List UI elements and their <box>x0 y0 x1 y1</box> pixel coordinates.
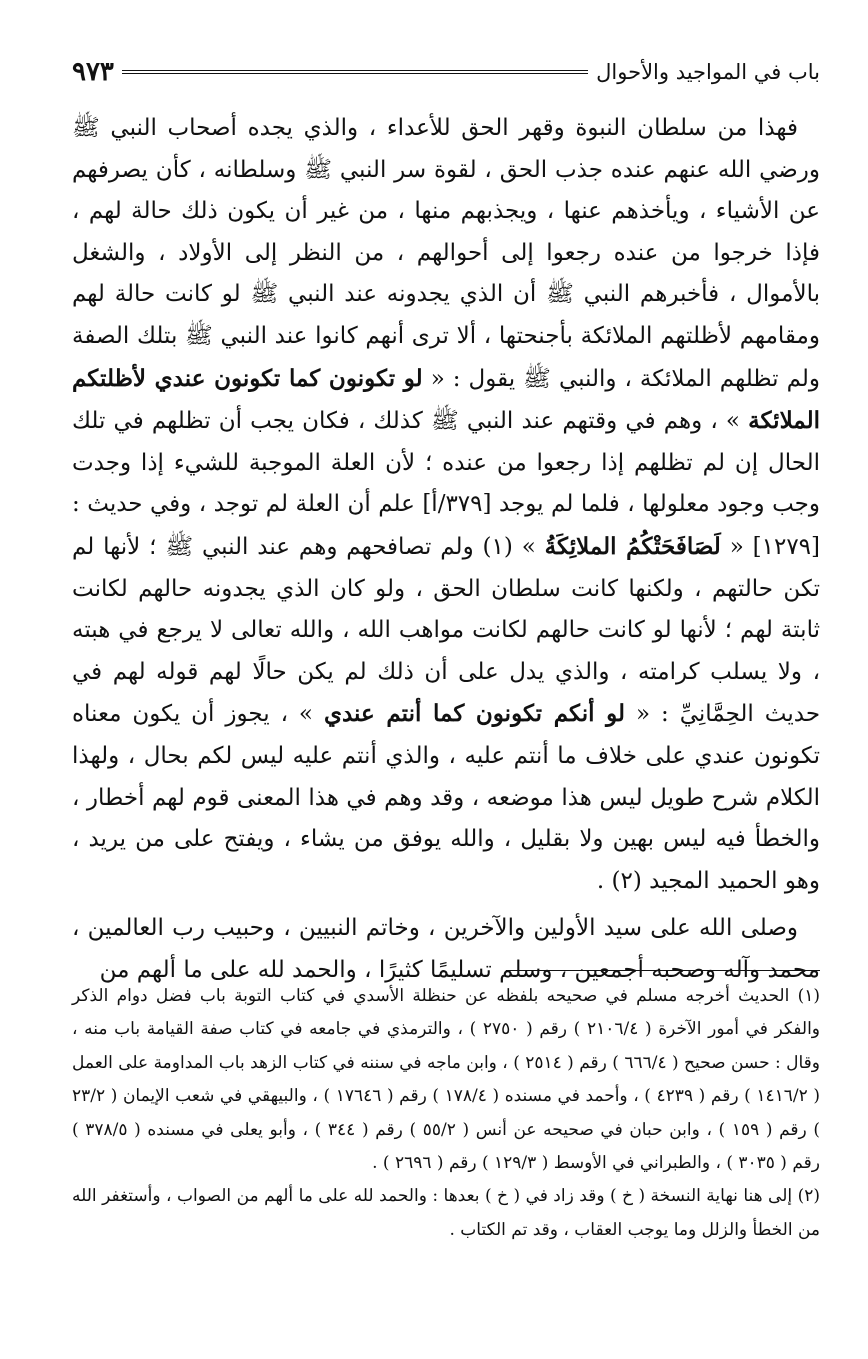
hadith-quote: لو تكونون كما تكونون عندي لأظلتكم الملائكة <box>72 364 820 435</box>
footnote-2: (٢) إلى هنا نهاية النسخة ( خ ) وقد زاد في ( خ ) بعدها : والحمد لله على ما ألهم من الصواب ، وأستغفر الله من الخطأ والزلل وما يوجب العقاب ، وقد تم الكتاب . <box>72 1186 820 1240</box>
paragraph-1 <box>72 108 820 902</box>
text-run: فهذا من سلطان النبوة وقهر الحق للأعداء ، والذي يجده أصحاب النبي ﷺ ورضي الله عنهم عنده جذب الحق ، لقوة سر النبي ﷺ وسلطانه ، كأن يصرفهم عن الأشياء ، ويأخذهم عنها ، ويجذبهم منها ، من غير أن يكون ذلك حالة لهم ، فإذا خرجوا من عنده رجعوا إلى أحوالهم ، من النظر إلى الأولاد ، والشغل بالأموال ، فأخبرهم النبي ﷺ أن الذي يجدونه عند النبي ﷺ لو كانت حالة لهم ومقامهم لأظلتهم الملائكة بأجنحتها ، ألا ترى أنهم كانوا عند النبي ﷺ بتلك الصفة ولم تظلهم الملائكة ، والنبي ﷺ يقول : « <box>72 115 820 392</box>
running-title: باب في المواجيد والأحوال <box>596 60 820 84</box>
hadith-quote: لَصَافَحَتْكُمُ الملائِكَةُ <box>544 532 721 560</box>
page-number: ٩٧٣ <box>72 57 114 87</box>
text-run: » ، يجوز أن يكون معناه تكونون عندي على خلاف ما أنتم عليه ، والذي أنتم عليه ليس لكم بحال ، ولهذا الكلام شرح طويل ليس هذا موضعه ، وقد وهم في هذا المعنى قوم لهم أخطار ، والخطأ فيه ليس بهين ولا بقليل ، والله يوفق من يشاء ، ويفتح على من يريد ، وهو الحميد المجيد (٢) . <box>72 701 820 894</box>
footnote-separator <box>506 970 820 971</box>
text-run: » (١) ولم تصافحهم وهم عند النبي ﷺ ؛ لأنها لم تكن حالتهم ، ولكنها كانت سلطان الحق ، ولو كان الذي يجدونه حالهم لكانت ثابتة لهم ؛ لأنها لو كانت حالهم لكانت مواهب الله ، والله تعالى لا يرجع في هبته ، ولا يسلب كرامته ، والذي يدل على أن ذلك لم يكن حالًا لهم قوله لهم في حديث الحِمَّانِيِّ : « <box>72 533 821 728</box>
page-header <box>72 52 820 92</box>
hadith-quote: لو أنكم تكونون كما أنتم عندي <box>323 700 626 728</box>
paragraph-2: وصلى الله على سيد الأولين والآخرين ، وخاتم النبيين ، وحبيب رب العالمين ، محمد وآله وصحبه أجمعين ، وسلم تسليمًا كثيرًا ، والحمد لله على ما ألهم من <box>72 915 820 983</box>
main-text <box>72 108 820 991</box>
footnote-1: (١) الحديث أخرجه مسلم في صحيحه بلفظه عن حنظلة الأسدي في كتاب التوبة باب فضل دوام الذكر والفكر في أمور الآخرة ( ٢١٠٦/٤ ) رقم ( ٢٧٥٠ ) ، والترمذي في جامعه في كتاب صفة القيامة باب منه ، وقال : حسن صحيح ( ٦٦٦/٤ ) رقم ( ٢٥١٤ ) ، وابن ماجه في سننه في كتاب الزهد باب المداومة على العمل ( ١٤١٦/٢ ) رقم ( ٤٢٣٩ ) ، وأحمد في مسنده ( ١٧٨/٤ ) رقم ( ١٧٦٤٦ ) ، والبيهقي في شعب الإيمان ( ٢٣/٢ ) رقم ( ١٥٩ ) ، وابن حبان في صحيحه عن أنس ( ٥٥/٢ ) رقم ( ٣٤٤ ) ، وأبو يعلى في مسنده ( ٣٧٨/٥ ) رقم ( ٣٠٣٥ ) ، والطبراني في الأوسط ( ١٢٩/٣ ) رقم ( ٢٦٩٦ ) . <box>72 986 821 1174</box>
text-run: » ، وهم في وقتهم عند النبي ﷺ كذلك ، فكان يجب أن تظلهم في تلك الحال إن لم تظلهم إذا رجعوا من عنده ؛ لأن العلة الموجبة للشيء إذا وجدت وجب وجود معلولها ، فلما لم يوجد [٣٧٩/أ] علم أن العلة لم توجد ، وفي حديث : [١٢٧٩] « <box>72 408 821 560</box>
header-rule <box>122 70 588 74</box>
footnotes <box>72 980 820 1247</box>
